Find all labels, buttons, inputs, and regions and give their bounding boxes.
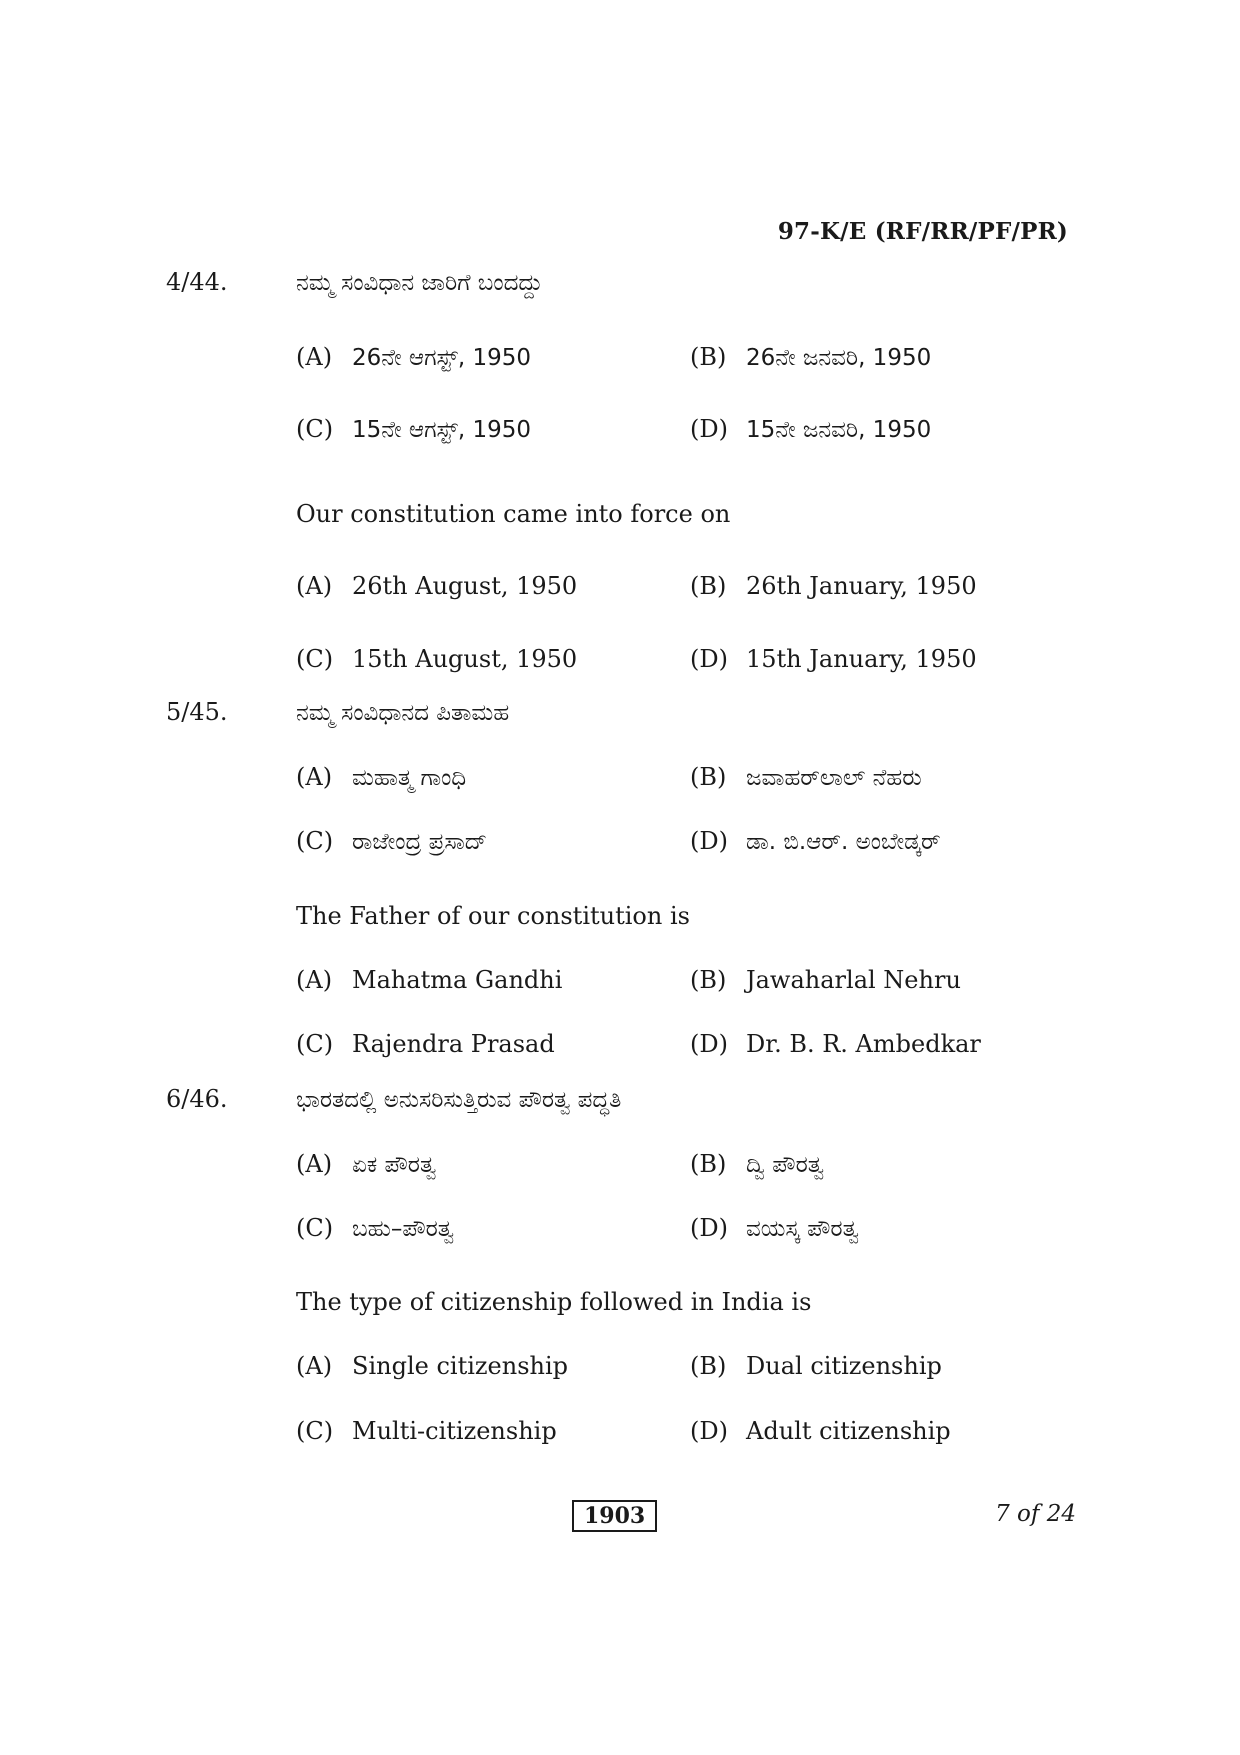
option-text: 15th January, 1950: [746, 645, 977, 673]
option-text: Mahatma Gandhi: [352, 966, 563, 994]
option-a-english: [296, 572, 577, 600]
question-text-english: The type of citizenship followed in India is: [296, 1288, 812, 1316]
option-b-english: [690, 966, 961, 994]
question-text-english: Our constitution came into force on: [296, 500, 731, 528]
option-d-kannada: [690, 1214, 859, 1242]
option-letter: (D): [690, 1214, 728, 1242]
option-d-english: [690, 645, 977, 673]
option-letter: (D): [690, 827, 728, 855]
option-text: Single citizenship: [352, 1352, 568, 1380]
option-letter: (C): [296, 415, 334, 443]
question-number: 5/45.: [166, 698, 228, 726]
option-text: Dual citizenship: [746, 1352, 942, 1380]
option-letter: (C): [296, 1030, 334, 1058]
option-d-kannada: [690, 415, 931, 443]
option-text: ಡಾ. ಬಿ.ಆರ್. ಅಂಬೇಡ್ಕರ್: [746, 829, 941, 855]
option-a-kannada: [296, 1150, 436, 1178]
page-number: 7 of 24: [995, 1501, 1076, 1527]
option-c-english: [296, 645, 577, 673]
option-letter: (A): [296, 966, 333, 994]
option-letter: (B): [690, 1150, 727, 1178]
option-a-kannada: [296, 343, 531, 371]
option-letter: (D): [690, 645, 728, 673]
option-text: 15ನೇ ಜನವರಿ, 1950: [746, 417, 932, 443]
option-letter: (B): [690, 1352, 727, 1380]
option-text: ಏಕ ಪೌರತ್ವ: [352, 1152, 437, 1178]
option-c-kannada: [296, 1214, 454, 1242]
option-letter: (A): [296, 343, 333, 371]
option-d-kannada: [690, 827, 941, 855]
option-letter: (C): [296, 645, 334, 673]
question-number: 6/46.: [166, 1085, 228, 1113]
option-text: 26ನೇ ಆಗಸ್ಟ್, 1950: [352, 345, 532, 371]
option-text: Multi-citizenship: [352, 1417, 557, 1445]
option-c-english: [296, 1417, 557, 1445]
option-text: Rajendra Prasad: [352, 1030, 555, 1058]
option-letter: (B): [690, 343, 727, 371]
question-text-english: The Father of our constitution is: [296, 902, 690, 930]
option-b-kannada: [690, 1150, 824, 1178]
option-letter: (B): [690, 763, 727, 791]
option-text: ದ್ವಿ ಪೌರತ್ವ: [746, 1152, 825, 1178]
question-text-kannada: ನಮ್ಮ ಸಂವಿಧಾನ ಜಾರಿಗೆ ಬಂದದ್ದು: [296, 270, 543, 296]
footer-booklet-code: 1903: [572, 1500, 657, 1532]
option-a-kannada: [296, 763, 466, 791]
option-b-english: [690, 572, 977, 600]
option-text: Adult citizenship: [746, 1417, 951, 1445]
option-b-kannada: [690, 343, 931, 371]
option-text: Dr. B. R. Ambedkar: [746, 1030, 981, 1058]
option-letter: (D): [690, 1030, 728, 1058]
option-text: ರಾಜೇಂದ್ರ ಪ್ರಸಾದ್: [352, 829, 488, 855]
option-text: 26th January, 1950: [746, 572, 977, 600]
option-text: 15ನೇ ಆಗಸ್ಟ್, 1950: [352, 417, 532, 443]
option-letter: (B): [690, 572, 727, 600]
option-text: 26th August, 1950: [352, 572, 578, 600]
question-text-kannada: ನಮ್ಮ ಸಂವಿಧಾನದ ಪಿತಾಮಹ: [296, 700, 510, 726]
option-d-english: [690, 1030, 981, 1058]
option-letter: (A): [296, 1352, 333, 1380]
option-b-english: [690, 1352, 942, 1380]
option-c-kannada: [296, 827, 487, 855]
option-b-kannada: [690, 763, 922, 791]
option-text: 26ನೇ ಜನವರಿ, 1950: [746, 345, 932, 371]
option-text: ಮಹಾತ್ಮ ಗಾಂಧಿ: [352, 765, 467, 791]
option-a-english: [296, 1352, 568, 1380]
option-text: ವಯಸ್ಕ ಪೌರತ್ವ: [746, 1216, 859, 1242]
option-letter: (D): [690, 1417, 728, 1445]
option-letter: (A): [296, 763, 333, 791]
option-c-kannada: [296, 415, 531, 443]
paper-code: 97-K/E (RF/RR/PF/PR): [777, 218, 1068, 245]
option-letter: (B): [690, 966, 727, 994]
option-text: 15th August, 1950: [352, 645, 578, 673]
option-d-english: [690, 1417, 951, 1445]
option-text: Jawaharlal Nehru: [746, 966, 961, 994]
option-letter: (C): [296, 1417, 334, 1445]
option-letter: (C): [296, 1214, 334, 1242]
option-letter: (C): [296, 827, 334, 855]
option-a-english: [296, 966, 562, 994]
option-text: ಬಹು–ಪೌರತ್ವ: [352, 1216, 455, 1242]
option-letter: (D): [690, 415, 728, 443]
question-number: 4/44.: [166, 268, 228, 296]
option-letter: (A): [296, 572, 333, 600]
option-letter: (A): [296, 1150, 333, 1178]
question-text-kannada: ಭಾರತದಲ್ಲಿ ಅನುಸರಿಸುತ್ತಿರುವ ಪೌರತ್ವ ಪದ್ಧತಿ: [296, 1087, 622, 1113]
option-text: ಜವಾಹರ್‌ಲಾಲ್ ನೆಹರು: [746, 765, 922, 791]
option-c-english: [296, 1030, 555, 1058]
